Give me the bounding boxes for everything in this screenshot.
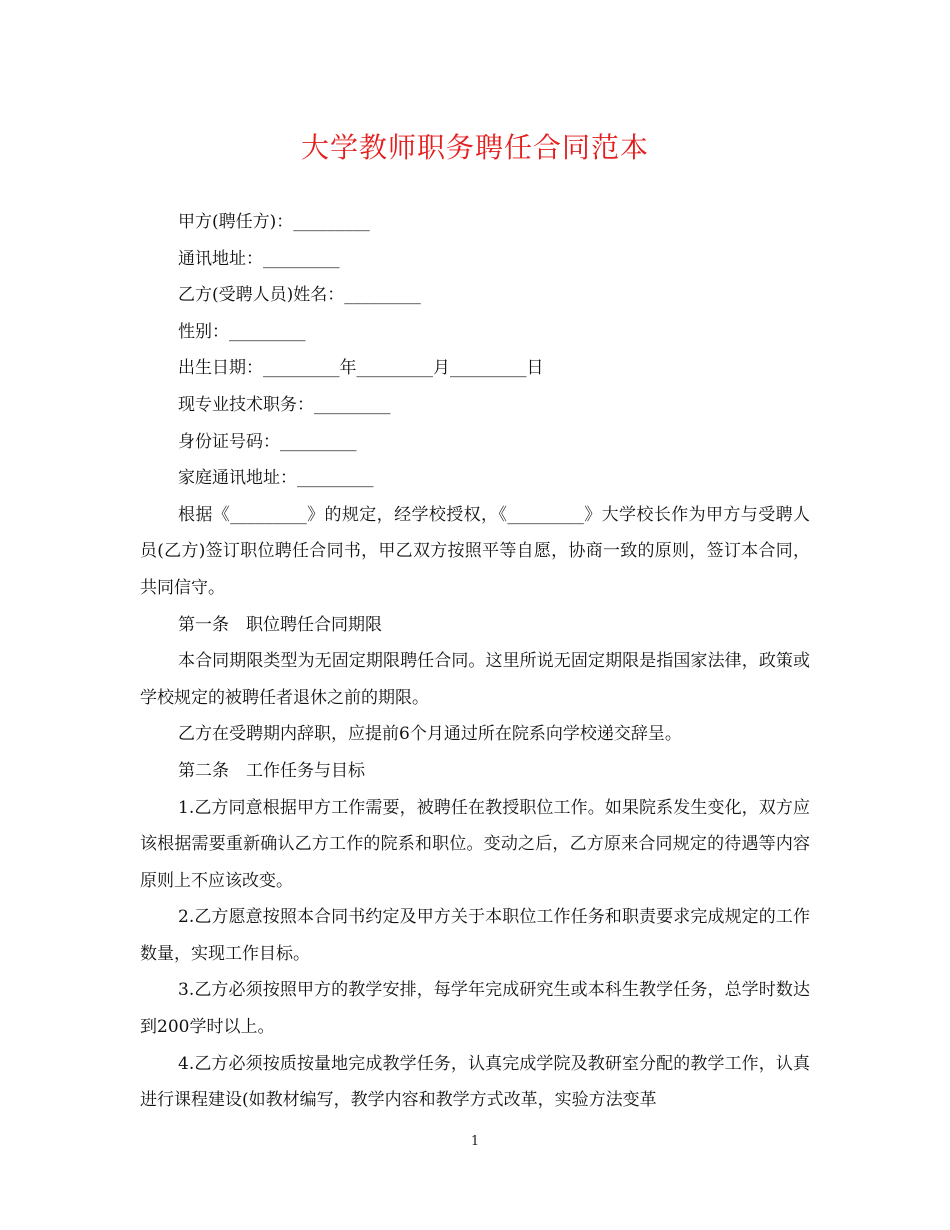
contract-body bbox=[140, 204, 810, 1119]
paragraph: 性别：_________ bbox=[178, 321, 306, 342]
paragraph: 第一条 职位聘任合同期限 bbox=[178, 614, 382, 635]
paragraph: 通讯地址：_________ bbox=[178, 248, 340, 269]
paragraph: 第二条 工作任务与目标 bbox=[178, 760, 365, 781]
paragraph: 甲方(聘任方)：_________ bbox=[178, 212, 370, 232]
paragraph: 身份证号码：_________ bbox=[178, 431, 357, 452]
paragraph: 根据《_________》的规定，经学校授权，《_________》大学校长作为甲方与受聘人员(乙方)签订职位聘任合同书，甲乙双方按照平等自愿，协商一致的原则，签订本合同，共同信守。 bbox=[140, 504, 810, 598]
paragraph: 乙方(受聘人员)姓名：_________ bbox=[178, 285, 421, 306]
paragraph: 家庭通讯地址：_________ bbox=[178, 468, 374, 489]
paragraph: 4.乙方必须按质按量地完成教学任务，认真完成学院及教研室分配的教学工作，认真进行课程建设(如教材编写，教学内容和教学方式改革，实验方法变革 bbox=[140, 1053, 810, 1111]
paragraph: 现专业技术职务：_________ bbox=[178, 394, 391, 415]
paragraph: 出生日期：_________年_________月_________日 bbox=[178, 358, 544, 379]
paragraph: 2.乙方愿意按照本合同书约定及甲方关于本职位工作任务和职责要求完成规定的工作数量，实现工作目标。 bbox=[140, 907, 810, 964]
paragraph: 1.乙方同意根据甲方工作需要，被聘任在教授职位工作。如果院系发生变化，双方应该根据需要重新确认乙方工作的院系和职位。变动之后，乙方原来合同规定的待遇等内容原则上不应该改变。 bbox=[140, 797, 810, 891]
page-title: 大学教师职务聘任合同范本 bbox=[300, 131, 649, 164]
paragraph: 乙方在受聘期内辞职，应提前6个月通过所在院系向学校递交辞呈。 bbox=[178, 724, 682, 745]
paragraph: 3.乙方必须按照甲方的教学安排，每学年完成研究生或本科生教学任务，总学时数达到200学时以上。 bbox=[140, 980, 810, 1038]
paragraph: 本合同期限类型为无固定期限聘任合同。这里所说无固定期限是指国家法律，政策或学校规定的被聘任者退休之前的期限。 bbox=[140, 651, 810, 708]
page-number: 1 bbox=[470, 1134, 480, 1149]
